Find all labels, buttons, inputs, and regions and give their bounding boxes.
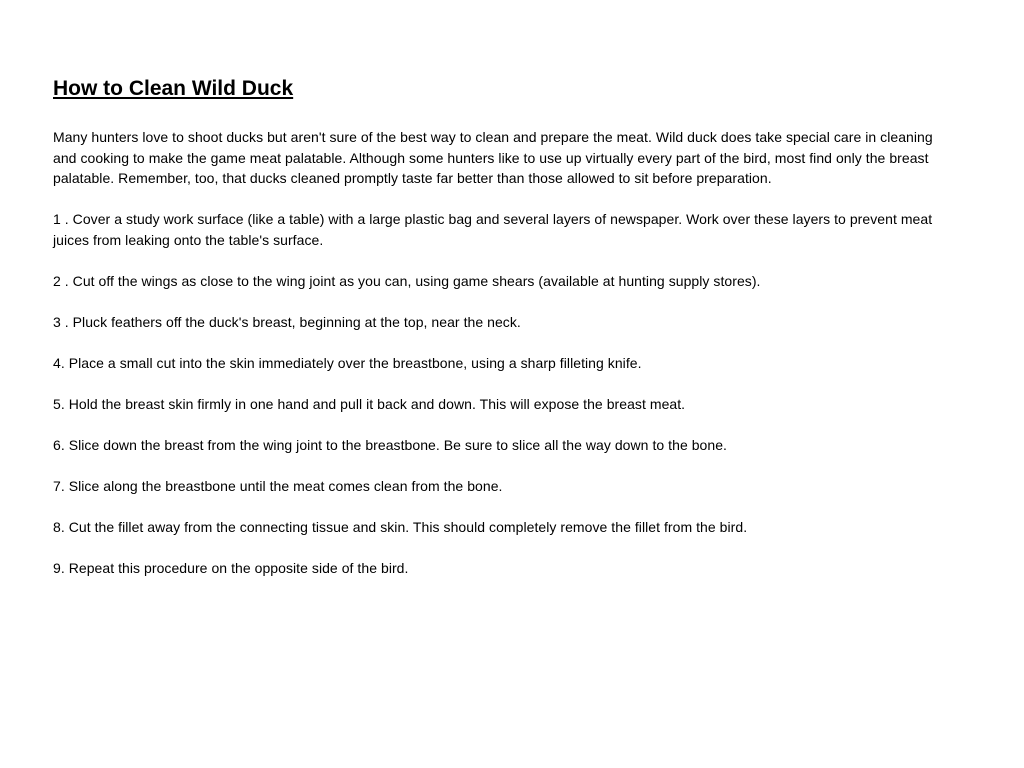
step-6: 6. Slice down the breast from the wing joint to the breastbone. Be sure to slice all the way down to the bone. [53, 436, 727, 453]
step-7: 7. Slice along the breastbone until the meat comes clean from the bone. [53, 477, 503, 494]
step-5: 5. Hold the breast skin firmly in one hand and pull it back and down. This will expose the breast meat. [53, 395, 686, 412]
intro-paragraph: Many hunters love to shoot ducks but aren't sure of the best way to clean and prepare the meat. Wild duck does take special care in cleaning and cooking to make the game meat palatable. Although some hunters like to use up virtually every part of the bird, most find only the breast palatable. Remember, too, that ducks cleaned promptly taste far better than those allowed to sit before preparation. [53, 129, 933, 186]
step-3: 3 . Pluck feathers off the duck's breast, beginning at the top, near the neck. [53, 313, 521, 330]
step-9: 9. Repeat this procedure on the opposite side of the bird. [53, 559, 409, 576]
page-title: How to Clean Wild Duck [53, 77, 294, 100]
step-4: 4. Place a small cut into the skin immediately over the breastbone, using a sharp filleting knife. [53, 354, 642, 371]
step-1: 1 . Cover a study work surface (like a table) with a large plastic bag and several layers of newspaper. Work over these layers to prevent meat juices from leaking onto the table's surface. [53, 211, 933, 248]
step-8: 8. Cut the fillet away from the connecting tissue and skin. This should completely remove the fillet from the bird. [53, 518, 748, 535]
slide-content [53, 76, 958, 599]
step-2: 2 . Cut off the wings as close to the wing joint as you can, using game shears (available at hunting supply stores). [53, 272, 761, 289]
